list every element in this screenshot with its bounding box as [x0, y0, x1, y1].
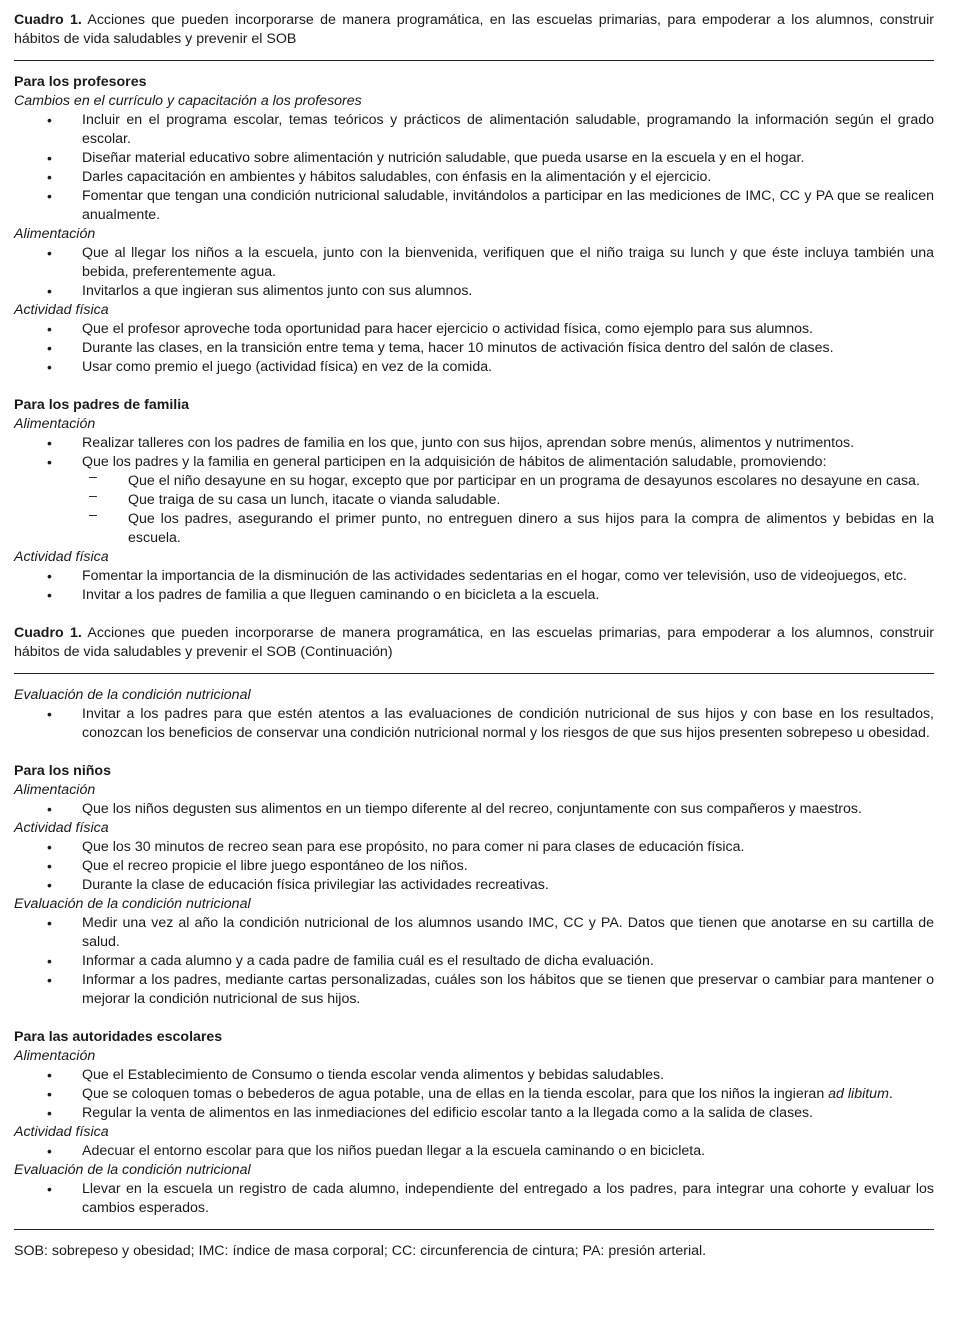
- item-text: Que el niño desayune en su hogar, excepto que por participar en un programa de desayunos escolares no desayune en casa.: [128, 473, 920, 489]
- list-item: [14, 1142, 934, 1161]
- subsection-heading: Alimentación: [14, 1048, 96, 1064]
- divider: [14, 673, 934, 674]
- item-text: Medir una vez al año la condición nutricional de los alumnos usando IMC, CC y PA. Datos que tienen que anotarse en su cartilla de salud.: [82, 915, 934, 950]
- list-item: [14, 1104, 934, 1123]
- caption-text: Acciones que pueden incorporarse de manera programática, en las escuelas primarias, para empoderar a los alumnos, construir hábitos de vida saludables y prevenir el SOB: [14, 12, 934, 47]
- bullet-icon: •: [47, 1086, 52, 1102]
- section-heading: Para los niños: [14, 763, 111, 779]
- bullet-icon: •: [47, 283, 52, 299]
- subsection-heading: Actividad física: [14, 820, 109, 836]
- list-item: [14, 453, 934, 472]
- bullet-icon: •: [47, 454, 52, 470]
- bullet-icon: •: [47, 1105, 52, 1121]
- dash-icon: –: [89, 488, 97, 504]
- table-caption: [14, 11, 934, 49]
- subsection-heading: Evaluación de la condición nutricional: [14, 687, 251, 703]
- bullet-icon: •: [47, 1143, 52, 1159]
- item-text: Invitar a los padres para que estén atentos a las evaluaciones de condición nutricional de sus hijos y con base en los resultados, conozcan los beneficios de conservar una condición nutricional normal y los riesgos de que sus hijos presenten sobrepeso u obesidad.: [82, 706, 934, 741]
- bullet-icon: •: [47, 706, 52, 722]
- list-item: [14, 800, 934, 819]
- subsection-heading: Alimentación: [14, 782, 96, 798]
- subsection-heading: Evaluación de la condición nutricional: [14, 896, 251, 912]
- subsection-heading: Evaluación de la condición nutricional: [14, 1162, 251, 1178]
- bullet-icon: •: [47, 915, 52, 931]
- item-text: Que al llegar los niños a la escuela, junto con la bienvenida, verifiquen que el niño traiga su lunch y que éste incluya también una bebida, preferentemente agua.: [82, 245, 934, 280]
- list-item: [14, 339, 934, 358]
- list-item: [14, 320, 934, 339]
- list-item: [14, 111, 934, 149]
- list-item: [14, 434, 934, 453]
- bullet-icon: •: [47, 839, 52, 855]
- item-text: Que traiga de su casa un lunch, itacate o vianda saludable.: [128, 492, 501, 508]
- subsection-heading: Actividad física: [14, 1124, 109, 1140]
- item-text: Usar como premio el juego (actividad física) en vez de la comida.: [82, 359, 493, 375]
- bullet-icon: •: [47, 801, 52, 817]
- table-footnote: SOB: sobrepeso y obesidad; IMC: índice de masa corporal; CC: circunferencia de cintura; PA: presión arterial.: [14, 1243, 707, 1259]
- sub-list-item: [14, 469, 934, 491]
- list-item: [14, 244, 934, 282]
- item-text: Fomentar la importancia de la disminución de las actividades sedentarias en el hogar, como ver televisión, uso de videojuegos, etc.: [82, 568, 907, 584]
- item-text: Diseñar material educativo sobre alimentación y nutrición saludable, que pueda usarse en la escuela y en el hogar.: [82, 150, 805, 166]
- list-item: [14, 914, 934, 952]
- item-text: Realizar talleres con los padres de familia en los que, junto con sus hijos, aprendan sobre menús, alimentos y nutrimentos.: [82, 435, 855, 451]
- item-text-end: .: [888, 1086, 893, 1102]
- item-text: Fomentar que tengan una condición nutricional saludable, invitándolos a participar en las mediciones de IMC, CC y PA que se realicen anualmente.: [82, 188, 934, 223]
- item-text: Llevar en la escuela un registro de cada alumno, independiente del entregado a los padres, para integrar una cohorte y evaluar los cambios esperados.: [82, 1181, 934, 1216]
- bullet-icon: •: [47, 587, 52, 603]
- list-item: [14, 952, 934, 971]
- list-item: [14, 1066, 934, 1085]
- bullet-icon: •: [47, 112, 52, 128]
- list-item: [14, 567, 934, 586]
- item-text: Que el Establecimiento de Consumo o tienda escolar venda alimentos y bebidas saludables.: [82, 1067, 665, 1083]
- list-item: [14, 838, 934, 857]
- bullet-icon: •: [47, 877, 52, 893]
- item-text: Que se coloquen tomas o bebederos de agua potable, una de ellas en la tienda escolar, para que los niños la ingieran: [82, 1086, 829, 1102]
- item-text: Adecuar el entorno escolar para que los niños puedan llegar a la escuela caminando o en bicicleta.: [82, 1143, 706, 1159]
- table-document: [14, 11, 934, 1261]
- dash-icon: –: [89, 469, 97, 485]
- bullet-icon: •: [47, 321, 52, 337]
- bullet-icon: •: [47, 245, 52, 261]
- caption-label: Cuadro 1.: [14, 625, 82, 641]
- bullet-icon: •: [47, 340, 52, 356]
- item-text: Darles capacitación en ambientes y hábitos saludables, con énfasis en la alimentación y el ejercicio.: [82, 169, 712, 185]
- subsection-heading: Alimentación: [14, 416, 96, 432]
- spacer: [14, 377, 934, 396]
- item-text: Que los 30 minutos de recreo sean para ese propósito, no para comer ni para clases de educación física.: [82, 839, 745, 855]
- section-heading: Para los profesores: [14, 74, 147, 90]
- subsection-heading: Actividad física: [14, 549, 109, 565]
- item-text: Que los niños degusten sus alimentos en un tiempo diferente al del recreo, conjuntamente con sus compañeros y maestros.: [82, 801, 862, 817]
- bullet-icon: •: [47, 1067, 52, 1083]
- sub-list-item: [14, 488, 934, 510]
- item-text: Invitarlos a que ingieran sus alimentos junto con sus alumnos.: [82, 283, 473, 299]
- spacer: [14, 743, 934, 762]
- subsection-heading: Cambios en el currículo y capacitación a los profesores: [14, 93, 362, 109]
- item-text: Que los padres, asegurando el primer punto, no entreguen dinero a sus hijos para la compra de alimentos y bebidas en la escuela.: [128, 511, 934, 546]
- item-text: Informar a cada alumno y a cada padre de familia cuál es el resultado de dicha evaluación.: [82, 953, 654, 969]
- item-text: Que el profesor aproveche toda oportunidad para hacer ejercicio o actividad física, como ejemplo para sus alumnos.: [82, 321, 814, 337]
- table-caption: [14, 624, 934, 662]
- list-item: [14, 1180, 934, 1218]
- list-item: [14, 876, 934, 895]
- list-item: [14, 187, 934, 225]
- item-text: Incluir en el programa escolar, temas teóricos y prácticos de alimentación saludable, programando la información según el grado escolar.: [82, 112, 934, 147]
- bullet-icon: •: [47, 435, 52, 451]
- list-item: [14, 971, 934, 1009]
- divider: [14, 60, 934, 61]
- bullet-icon: •: [47, 972, 52, 988]
- item-text: Regular la venta de alimentos en las inmediaciones del edificio escolar tanto a la llegada como a la salida de clases.: [82, 1105, 814, 1121]
- spacer: [14, 605, 934, 624]
- bullet-icon: •: [47, 359, 52, 375]
- item-text: Durante la clase de educación física privilegiar las actividades recreativas.: [82, 877, 549, 893]
- subsection-heading: Actividad física: [14, 302, 109, 318]
- caption-label: Cuadro 1.: [14, 12, 82, 28]
- section-heading: Para las autoridades escolares: [14, 1029, 223, 1045]
- list-item: [14, 282, 934, 301]
- dash-icon: –: [89, 507, 97, 523]
- list-item: [14, 149, 934, 168]
- item-text: Invitar a los padres de familia a que lleguen caminando o en bicicleta a la escuela.: [82, 587, 600, 603]
- list-item: [14, 168, 934, 187]
- list-item: [14, 586, 934, 605]
- subsection-heading: Alimentación: [14, 226, 96, 242]
- bullet-icon: •: [47, 188, 52, 204]
- bullet-icon: •: [47, 953, 52, 969]
- bullet-icon: •: [47, 858, 52, 874]
- item-text-italic: ad libitum: [828, 1086, 889, 1102]
- bullet-icon: •: [47, 568, 52, 584]
- list-item: [14, 705, 934, 743]
- sub-list-item: [14, 507, 934, 548]
- bullet-icon: •: [47, 169, 52, 185]
- item-text: Que el recreo propicie el libre juego espontáneo de los niños.: [82, 858, 468, 874]
- list-item: [14, 1085, 934, 1104]
- item-text: Durante las clases, en la transición entre tema y tema, hacer 10 minutos de activación física dentro del salón de clases.: [82, 340, 834, 356]
- section-heading: Para los padres de familia: [14, 397, 190, 413]
- bullet-icon: •: [47, 150, 52, 166]
- item-text: Que los padres y la familia en general participen en la adquisición de hábitos de alimentación saludable, promoviendo:: [82, 454, 827, 470]
- caption-text: Acciones que pueden incorporarse de manera programática, en las escuelas primarias, para empoderar a los alumnos, construir hábitos de vida saludables y prevenir el SOB (Continuación): [14, 625, 934, 660]
- spacer: [14, 1009, 934, 1028]
- list-item: [14, 358, 934, 377]
- divider: [14, 1229, 934, 1230]
- bullet-icon: •: [47, 1181, 52, 1197]
- item-text: Informar a los padres, mediante cartas personalizadas, cuáles son los hábitos que se tienen que preservar o cambiar para mantener o mejorar la condición nutricional de sus hijos.: [82, 972, 934, 1007]
- list-item: [14, 857, 934, 876]
